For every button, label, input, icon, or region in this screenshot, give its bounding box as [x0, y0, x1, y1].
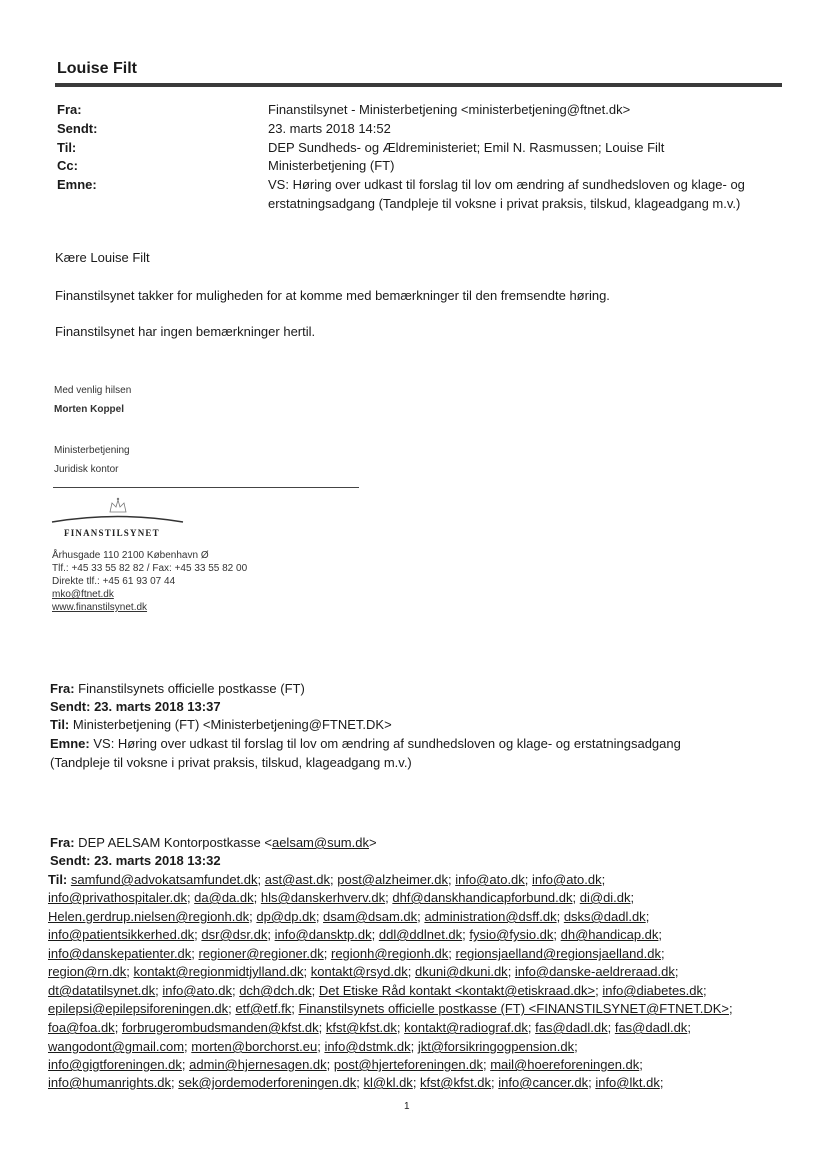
recipient-email-link[interactable]: info@ato.dk — [162, 983, 232, 998]
recipient-line: info@gigtforeningen.dk; admin@hjernesagen.dk; post@hjerteforeningen.dk; mail@hoereforeningen.dk; — [48, 1057, 643, 1072]
recipient-email-link[interactable]: kontakt@rsyd.dk — [310, 964, 408, 979]
recipient-email-link[interactable]: wangodont@gmail.com — [48, 1039, 185, 1054]
recipient-email-link[interactable]: etf@etf.fk — [235, 1001, 292, 1016]
finanstilsynet-logo — [50, 496, 185, 541]
body-paragraph-2: Finanstilsynet har ingen bemærkninger hertil. — [55, 324, 316, 339]
recipient-email-link[interactable]: fas@dadl.dk — [535, 1020, 608, 1035]
fw2-from-end: > — [368, 835, 377, 850]
recipient-email-link[interactable]: info@privathospitaler.dk — [48, 890, 187, 905]
fw1-subject-line1: VS: Høring over udkast til forslag til lov om ændring af sundhedsloven og klage- og erstatningsadgang — [89, 736, 681, 751]
recipient-email-link[interactable]: info@danske-aeldreraad.dk — [514, 964, 675, 979]
recipient-email-link[interactable]: dsks@dadl.dk — [563, 909, 646, 924]
recipient-email-link[interactable]: region@rn.dk — [48, 964, 127, 979]
recipient-email-link[interactable]: dh@handicap.dk — [560, 927, 659, 942]
greeting: Kære Louise Filt — [55, 250, 150, 265]
recipient-email-link[interactable]: mail@hoereforeningen.dk — [490, 1057, 640, 1072]
fw1-to-label: Til: — [50, 717, 70, 732]
recipient-email-link[interactable]: regioner@regioner.dk — [198, 946, 324, 961]
fw1-sent — [50, 699, 221, 714]
cc-value: Ministerbetjening (FT) — [268, 158, 395, 173]
fw1-to — [50, 717, 392, 732]
page-number: 1 — [404, 1101, 410, 1112]
recipient-line: info@humanrights.dk; sek@jordemoderforeningen.dk; kl@kl.dk; kfst@kfst.dk; info@cancer.dk; info@lkt.dk; — [48, 1075, 664, 1090]
recipient-email-link[interactable]: epilepsi@epilepsiforeningen.dk — [48, 1001, 229, 1016]
signature-divider — [53, 487, 359, 488]
fw1-sent-label: Sendt: — [50, 699, 91, 714]
subject-label: Emne: — [57, 177, 97, 192]
recipient-email-link[interactable]: admin@hjernesagen.dk — [189, 1057, 327, 1072]
recipient-email-link[interactable]: forbrugerombudsmanden@kfst.dk — [121, 1020, 319, 1035]
from-value: Finanstilsynet - Ministerbetjening <ministerbetjening@ftnet.dk> — [268, 102, 631, 117]
recipient-email-link[interactable]: da@da.dk — [194, 890, 254, 905]
recipient-email-link[interactable]: dsr@dsr.dk — [201, 927, 268, 942]
signature-email-link[interactable]: mko@ftnet.dk — [52, 589, 114, 600]
recipient-email-link[interactable]: fas@dadl.dk — [614, 1020, 688, 1035]
sent-label: Sendt: — [57, 121, 98, 136]
fw1-subject-label: Emne: — [50, 736, 90, 751]
recipient-email-link[interactable]: hls@danskerhverv.dk — [260, 890, 386, 905]
fw2-to-label: Til: — [48, 872, 68, 887]
recipient-line: dt@datatilsynet.dk; info@ato.dk; dch@dch.dk; Det Etiske Råd kontakt <kontakt@etiskraad.dk>; info@diabetes.dk; — [48, 983, 707, 998]
recipient-email-link[interactable]: info@cancer.dk — [498, 1075, 589, 1090]
recipient-email-link[interactable]: regionsjaelland@regionsjaelland.dk — [455, 946, 661, 961]
fw1-from-value: Finanstilsynets officielle postkasse (FT) — [74, 681, 305, 696]
recipient-line: info@danskepatienter.dk; regioner@regioner.dk; regionh@regionh.dk; regionsjaelland@regionsjaelland.dk; — [48, 946, 665, 961]
recipient-email-link[interactable]: Finanstilsynets officielle postkasse (FT) <FINANSTILSYNET@FTNET.DK> — [298, 1001, 729, 1016]
recipient-email-link[interactable]: Det Etiske Råd kontakt <kontakt@etiskraad.dk> — [318, 983, 596, 998]
recipient-email-link[interactable]: info@dstmk.dk — [324, 1039, 411, 1054]
fw1-from — [50, 681, 305, 696]
recipient-email-link[interactable]: kontakt@radiograf.dk — [404, 1020, 528, 1035]
recipient-email-link[interactable]: Helen.gerdrup.nielsen@regionh.dk — [48, 909, 250, 924]
signature-address: Århusgade 110 2100 København Ø — [52, 550, 209, 561]
fw2-from-email-link[interactable]: aelsam@sum.dk — [271, 835, 369, 850]
recipient-email-link[interactable]: info@ato.dk — [455, 872, 525, 887]
signature-phone: Tlf.: +45 33 55 82 82 / Fax: +45 33 55 82 00 — [52, 563, 248, 574]
recipient-line: epilepsi@epilepsiforeningen.dk; etf@etf.fk; Finanstilsynets officielle postkasse (FT) <FINANSTILSYNET@FTNET.DK>; — [48, 1001, 733, 1016]
fw2-sent-label: Sendt: — [50, 853, 91, 868]
recipient-email-link[interactable]: dp@dp.dk — [256, 909, 316, 924]
recipient-email-link[interactable]: samfund@advokatsamfundet.dk — [70, 872, 258, 887]
recipient-email-link[interactable]: kontakt@regionmidtjylland.dk — [133, 964, 304, 979]
signature-closing: Med venlig hilsen — [54, 385, 132, 396]
recipient-line: Helen.gerdrup.nielsen@regionh.dk; dp@dp.dk; dsam@dsam.dk; administration@dsff.dk; dsks@dadl.dk; — [48, 909, 650, 924]
from-label: Fra: — [57, 102, 82, 117]
recipient-email-link[interactable]: administration@dsff.dk — [424, 909, 557, 924]
subject-value-line1: VS: Høring over udkast til forslag til lov om ændring af sundhedsloven og klage- og — [268, 177, 745, 192]
recipient-email-link[interactable]: post@alzheimer.dk — [337, 872, 448, 887]
recipient-email-link[interactable]: dsam@dsam.dk — [323, 909, 418, 924]
recipient-email-link[interactable]: info@gigtforeningen.dk — [48, 1057, 182, 1072]
recipient-email-link[interactable]: info@diabetes.dk — [602, 983, 704, 998]
recipient-email-link[interactable]: sek@jordemoderforeningen.dk — [178, 1075, 357, 1090]
fw2-from — [50, 835, 377, 850]
recipient-email-link[interactable]: kl@kl.dk — [363, 1075, 413, 1090]
recipient-email-link[interactable]: foa@foa.dk — [48, 1020, 115, 1035]
fw2-sent-value: 23. marts 2018 13:32 — [90, 853, 221, 868]
fw1-subject — [50, 736, 681, 751]
recipient-email-link[interactable]: regionh@regionh.dk — [330, 946, 449, 961]
recipient-email-link[interactable]: info@patientsikkerhed.dk — [48, 927, 195, 942]
sent-value: 23. marts 2018 14:52 — [268, 121, 391, 136]
recipient-email-link[interactable]: info@ato.dk — [532, 872, 602, 887]
recipient-email-link[interactable]: jkt@forsikringogpension.dk — [417, 1039, 575, 1054]
fw1-subject-line2: (Tandpleje til voksne i privat praksis, tilskud, klageadgang m.v.) — [50, 755, 412, 770]
mailbox-owner-name: Louise Filt — [57, 60, 137, 77]
cc-label: Cc: — [57, 158, 78, 173]
recipient-email-link[interactable]: dkuni@dkuni.dk — [414, 964, 508, 979]
fw1-to-value: Ministerbetjening (FT) <Ministerbetjening@FTNET.DK> — [69, 717, 392, 732]
signature-name: Morten Koppel — [54, 404, 124, 415]
recipient-email-link[interactable]: info@lkt.dk — [595, 1075, 660, 1090]
recipient-email-link[interactable]: fysio@fysio.dk — [469, 927, 554, 942]
to-label: Til: — [57, 140, 77, 155]
fw2-from-name: DEP AELSAM Kontorpostkasse < — [74, 835, 272, 850]
recipient-email-link[interactable]: ast@ast.dk — [264, 872, 330, 887]
recipient-email-link[interactable]: info@danskepatienter.dk — [48, 946, 192, 961]
recipient-email-link[interactable]: di@di.dk — [579, 890, 631, 905]
header-rule — [55, 83, 782, 87]
to-value: DEP Sundheds- og Ældreministeriet; Emil N. Rasmussen; Louise Filt — [268, 140, 665, 155]
signature-office: Juridisk kontor — [54, 464, 119, 475]
recipient-email-link[interactable]: dhf@danskhandicapforbund.dk — [392, 890, 573, 905]
recipient-line: foa@foa.dk; forbrugerombudsmanden@kfst.dk; kfst@kfst.dk; kontakt@radiograf.dk; fas@dadl.dk; fas@dadl.dk; — [48, 1020, 691, 1035]
recipient-email-link[interactable]: info@humanrights.dk — [48, 1075, 172, 1090]
fw1-sent-value: 23. marts 2018 13:37 — [90, 699, 221, 714]
recipient-email-link[interactable]: post@hjerteforeningen.dk — [333, 1057, 483, 1072]
fw1-from-label: Fra: — [50, 681, 75, 696]
recipient-email-link[interactable]: ddl@ddlnet.dk — [378, 927, 463, 942]
body-paragraph-1: Finanstilsynet takker for muligheden for at komme med bemærkninger til den fremsendte høring. — [55, 288, 610, 303]
recipient-line: region@rn.dk; kontakt@regionmidtjylland.dk; kontakt@rsyd.dk; dkuni@dkuni.dk; info@danske-aeldreraad.dk; — [48, 964, 679, 979]
recipient-line: wangodont@gmail.com; morten@borchorst.eu; info@dstmk.dk; jkt@forsikringogpension.dk; — [48, 1039, 578, 1054]
recipient-line: info@privathospitaler.dk; da@da.dk; hls@danskerhverv.dk; dhf@danskhandicapforbund.dk; di@di.dk; — [48, 890, 635, 905]
signature-web-link[interactable]: www.finanstilsynet.dk — [52, 602, 148, 613]
fw2-from-label: Fra: — [50, 835, 75, 850]
signature-unit: Ministerbetjening — [54, 445, 130, 456]
recipient-email-link[interactable]: dch@dch.dk — [239, 983, 312, 998]
recipient-email-link[interactable]: dt@datatilsynet.dk — [48, 983, 156, 998]
recipient-email-link[interactable]: kfst@kfst.dk — [325, 1020, 397, 1035]
recipient-email-link[interactable]: kfst@kfst.dk — [420, 1075, 492, 1090]
svg-text:FINANSTILSYNET: FINANSTILSYNET — [64, 528, 160, 538]
signature-direct-phone: Direkte tlf.: +45 61 93 07 44 — [52, 576, 176, 587]
recipient-line: Til: samfund@advokatsamfundet.dk; ast@ast.dk; post@alzheimer.dk; info@ato.dk; info@ato.dk; — [48, 872, 606, 887]
recipient-email-link[interactable]: morten@borchorst.eu — [191, 1039, 318, 1054]
recipient-line: info@patientsikkerhed.dk; dsr@dsr.dk; info@dansktp.dk; ddl@ddlnet.dk; fysio@fysio.dk; dh@handicap.dk; — [48, 927, 663, 942]
fw2-sent — [50, 853, 221, 868]
subject-value-line2: erstatningsadgang (Tandpleje til voksne i privat praksis, tilskud, klageadgang m.v.) — [268, 196, 741, 211]
recipient-email-link[interactable]: info@dansktp.dk — [274, 927, 372, 942]
